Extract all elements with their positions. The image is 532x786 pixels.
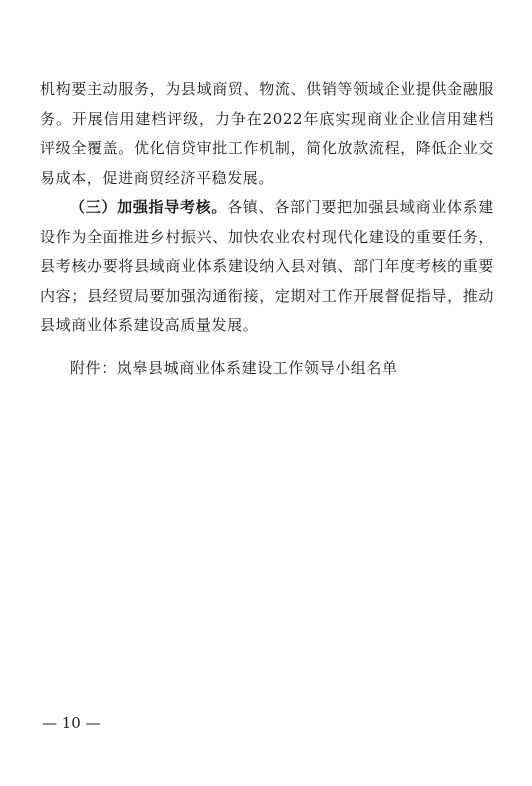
page-number: — 10 — [42,714,101,732]
paragraph-guidance-body: 各镇、各部门要把加强县域商业体系建设作为全面推进乡村振兴、加快农业农村现代化建设的重要任务，县考核办要将县域商业体系建设纳入县对镇、部门年度考核的重要内容；县经贸局要加强沟通衔接，定期对工作开展督促指导，推动县域商业体系建设高质量发展。 [40,198,494,334]
paragraph-finance-services: 机构要主动服务，为县域商贸、物流、供销等领域企业提供金融服务。开展信用建档评级，力争在2022年底实现商业企业信用建档评级全覆盖。优化信贷审批工作机制，简化放款流程，降低企业交易成本，促进商贸经济平稳发展。 [40,80,494,187]
attachment-line: 附件：岚皋县城商业体系建设工作领导小组名单 [70,359,398,377]
paragraph-guidance-assessment [40,193,494,341]
body-text [40,75,494,341]
section-heading-guidance: （三）加强指导考核。 [70,198,228,216]
